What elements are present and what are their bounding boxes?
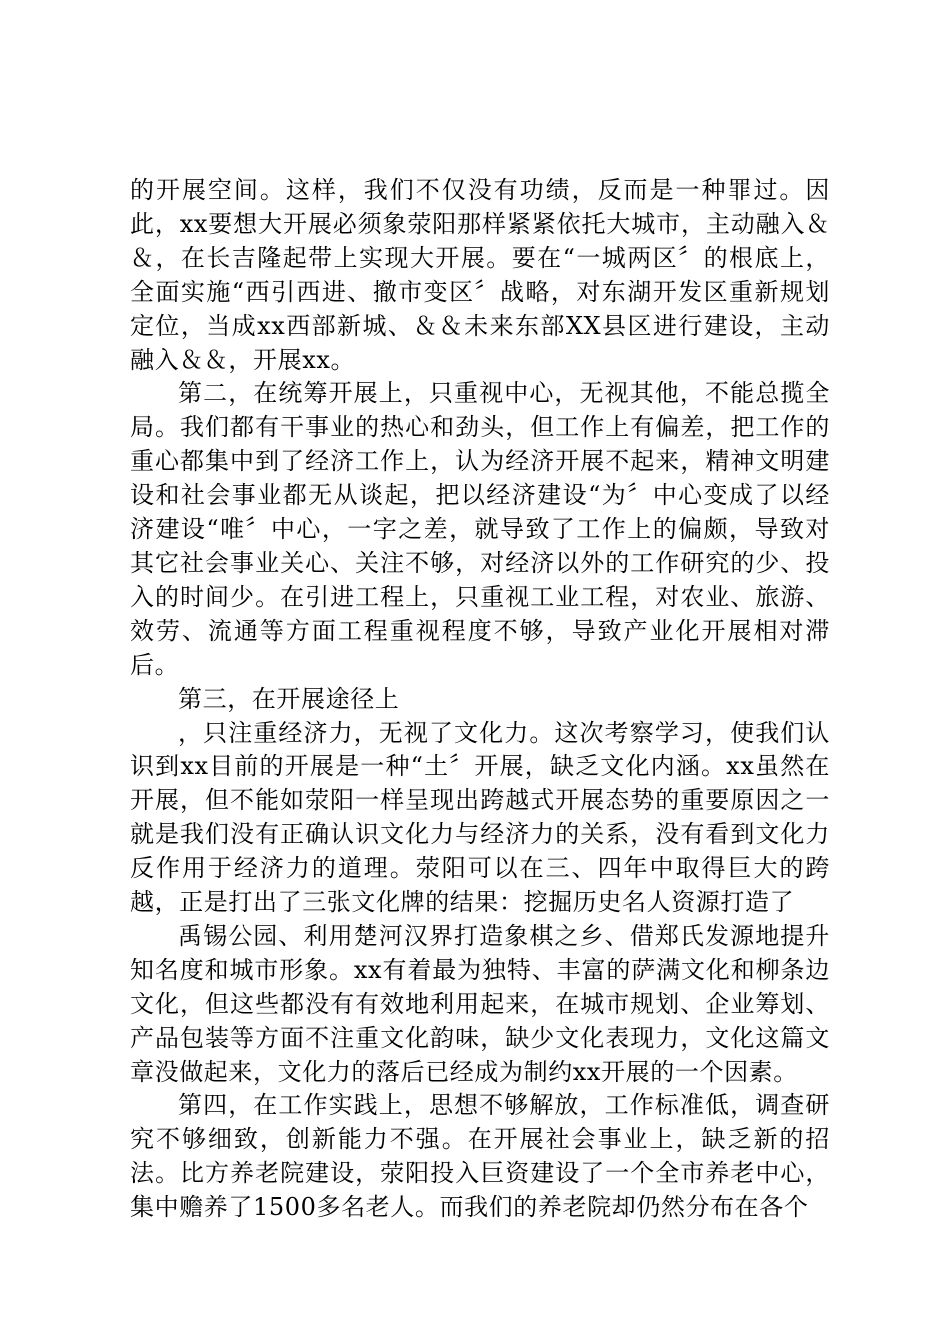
paragraph-third-point-body: ，只注重经济力，无视了文化力。这次考察学习，使我们认识到xx目前的开展是一种“土〞开展，缺乏文化内涵。xx虽然在开展，但不能如荥阳一样呈现出跨越式开展态势的重要原因之一就是我们没有正确认识文化力与经济力的关系，没有看到文化力反作用于经济力的道理。荥阳可以在三、四年中取得巨大的跨越，正是打出了三张文化牌的结果：挖掘历史名人资源打造了 [130,718,830,917]
paragraph-third-point-continued: 禹锡公园、利用楚河汉界打造象棋之乡、借郑氏发源地提升知名度和城市形象。xx有着最为独特、丰富的萨满文化和柳条边文化，但这些都没有有效地利用起来，在城市规划、企业筹划、产品包装等方面不注重文化韵味，缺少文化表现力，文化这篇文章没做起来，文化力的落后已经成为制约xx开展的一个因素。 [130,921,830,1086]
paragraph-second-point: 第二，在统筹开展上，只重视中心，无视其他，不能总揽全局。我们都有干事业的热心和劲头，但工作上有偏差，把工作的重心都集中到了经济工作上，认为经济开展不起来，精神文明建设和社会事业都无从谈起，把以经济建设“为〞中心变成了以经济建设“唯〞中心，一字之差，就导致了工作上的偏颇，导致对其它社会事业关心、关注不够，对经济以外的工作研究的少、投入的时间少。在引进工程上，只重视工业工程，对农业、旅游、效劳、流通等方面工程重视程度不够，导致产业化开展相对滞后。 [130,379,830,679]
paragraph-third-point-heading: 第三，在开展途径上 [178,684,400,713]
document-body [130,174,830,1225]
paragraph-fourth-point: 第四，在工作实践上，思想不够解放，工作标准低，调查研究不够细致，创新能力不强。在开展社会事业上，缺乏新的招法。比方养老院建设，荥阳投入巨资建设了一个全市养老中心，集中赡养了1500多名老人。而我们的养老院却仍然分布在各个 [130,1091,830,1222]
paragraph-continued-intro: 的开展空间。这样，我们不仅没有功绩，反而是一种罪过。因此，xx要想大开展必须象荥阳那样紧紧依托大城市，主动融入＆＆，在长吉隆起带上实现大开展。要在“一城两区〞的根底上，全面实施“西引西进、撤市变区〞战略，对东湖开发区重新规划定位，当成xx西部新城、＆＆未来东部XX县区进行建设，主动融入＆＆，开展xx。 [130,176,830,374]
